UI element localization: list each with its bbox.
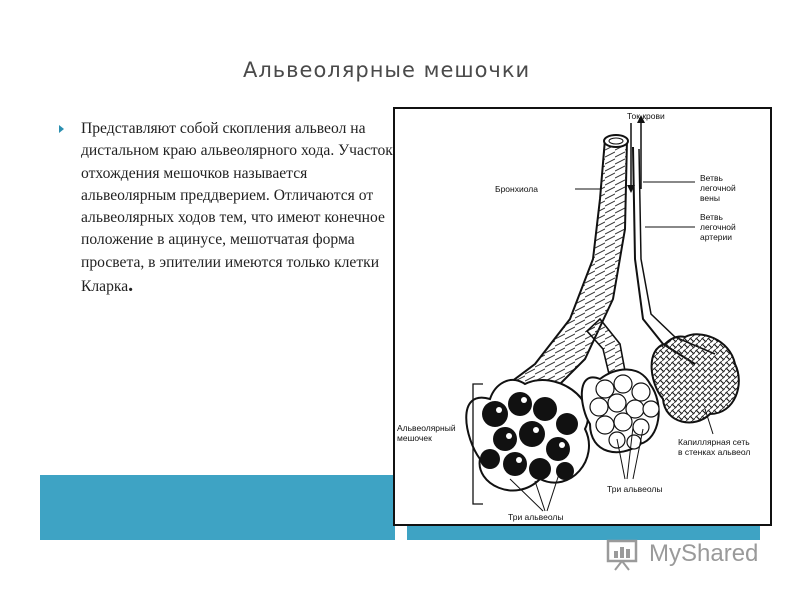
label-artery-line2: легочной — [700, 222, 736, 232]
watermark-logo — [605, 537, 775, 573]
bullet-arrow-icon — [59, 125, 64, 133]
label-three-alveoli-right: Три альвеолы — [607, 484, 663, 494]
presentation-board-icon — [605, 537, 641, 571]
bullet-text-main: Представляют собой скопления альвеол на дистальном краю альвеолярного хода. Участок отхождения мешочков называется альвеолярным преддверием. Отличаются от альвеолярных ходов тем, что имеют конечное положение в ацинусе, мешотчатая форма просвета, в эпителии имеются только клетки Кларка — [81, 120, 393, 296]
label-three-alveoli-bottom: Три альвеолы — [508, 512, 564, 522]
label-artery-line1: Ветвь — [700, 212, 723, 222]
label-capillary-line1: Капиллярная сеть — [678, 437, 750, 447]
bronchiole-opening — [604, 135, 628, 147]
label-sac-line2: мешочек — [397, 433, 432, 443]
label-bronchiole: Бронхиола — [495, 184, 538, 194]
label-vein-line3: вены — [700, 193, 720, 203]
slide-title: Альвеолярные мешочки — [243, 58, 531, 82]
label-vein-line2: легочной — [700, 183, 736, 193]
label-blood-flow: Ток крови — [627, 111, 665, 121]
accent-band-left — [40, 475, 395, 540]
pulmonary-vein — [633, 147, 695, 364]
bullet-text — [81, 118, 396, 298]
alveolar-sac-capillary — [652, 334, 739, 422]
label-sac-line1: Альвеолярный — [397, 423, 456, 433]
label-vein-line1: Ветвь — [700, 173, 723, 183]
label-artery-line3: артерии — [700, 232, 733, 242]
alveolar-sac-diagram — [393, 107, 772, 526]
diagram-svg — [395, 109, 770, 524]
branch-middle — [587, 319, 625, 374]
watermark-text: MyShared — [649, 540, 759, 567]
bullet-text-period: . — [128, 274, 134, 297]
label-capillary-line2: в стенках альвеол — [678, 447, 751, 457]
